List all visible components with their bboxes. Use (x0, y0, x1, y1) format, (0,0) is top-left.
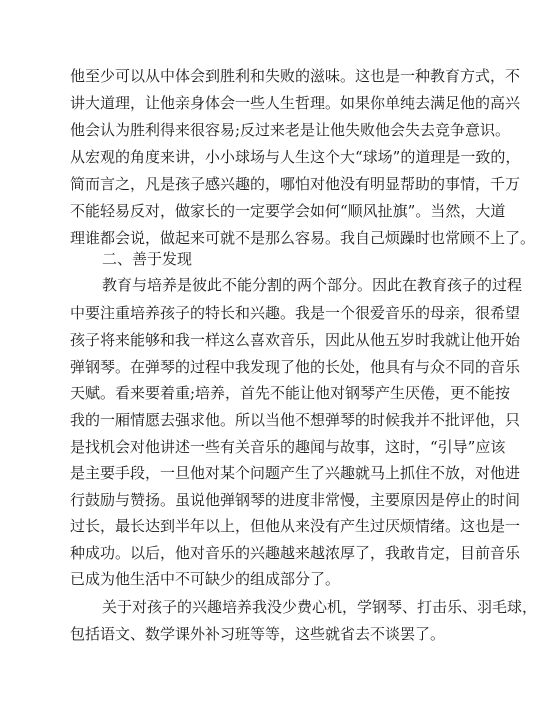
section-heading: 二、善于发现 (102, 250, 193, 268)
text-line: 理谁都会说，做起来可就不是那么容易。我自己烦躁时也常顾不上了。 (70, 229, 536, 247)
text-line: 他会认为胜利得来很容易;反过来老是让他失败他会失去竞争意识。 (70, 121, 511, 139)
text-line: 过长，最长达到半年以上，但他从来没有产生过厌烦情绪。这也是一 (70, 517, 521, 535)
text-line: 他至少可以从中体会到胜利和失败的滋味。这也是一种教育方式，不 (70, 67, 521, 85)
text-line: 讲大道理，让他亲身体会一些人生哲理。如果你单纯去满足他的高兴 (70, 94, 521, 112)
text-line: 行鼓励与赞扬。虽说他弹钢琴的进度非常慢，主要原因是停止的时间 (70, 491, 521, 509)
text-line: 教育与培养是彼此不能分割的两个部分。因此在教育孩子的过程 (102, 276, 523, 294)
text-line: 中要注重培养孩子的特长和兴趣。我是一个很爱音乐的母亲，很希望 (70, 304, 521, 322)
text-line: 是找机会对他讲述一些有关音乐的趣闻与故事，这时，“引导”应该 (70, 438, 506, 456)
text-line: 我的一厢情愿去强求他。所以当他不想弹琴的时候我并不批评他，只 (70, 411, 521, 429)
text-line: 包括语文、数学课外补习班等等，这些就省去不谈罢了。 (70, 625, 446, 643)
text-line: 不能轻易反对，做家长的一定要学会如何“顺风扯旗”。当然，大道 (70, 202, 506, 220)
text-line: 种成功。以后，他对音乐的兴趣越来越浓厚了，我敢肯定，目前音乐 (70, 544, 521, 562)
text-line: 是主要手段，一旦他对某个问题产生了兴趣就马上抓住不放，对他进 (70, 464, 521, 482)
text-line: 天赋。看来要着重;培养，首先不能让他对钢琴产生厌倦，更不能按 (70, 384, 511, 402)
text-line: 弹钢琴。在弹琴的过程中我发现了他的长处，他具有与众不同的音乐 (70, 358, 521, 376)
text-line: 已成为他生活中不可缺少的组成部分了。 (70, 570, 341, 588)
text-line: 关于对孩子的兴趣培养我没少费心机，学钢琴、打击乐、羽毛球， (102, 598, 537, 616)
text-line: 简而言之，凡是孩子感兴趣的，哪怕对他没有明显帮助的事情，千万 (70, 175, 521, 193)
text-line: 从宏观的角度来讲，小小球场与人生这个大“球场”的道理是一致的， (70, 148, 521, 166)
text-line: 孩子将来能够和我一样这么喜欢音乐，因此从他五岁时我就让他开始 (70, 331, 521, 349)
